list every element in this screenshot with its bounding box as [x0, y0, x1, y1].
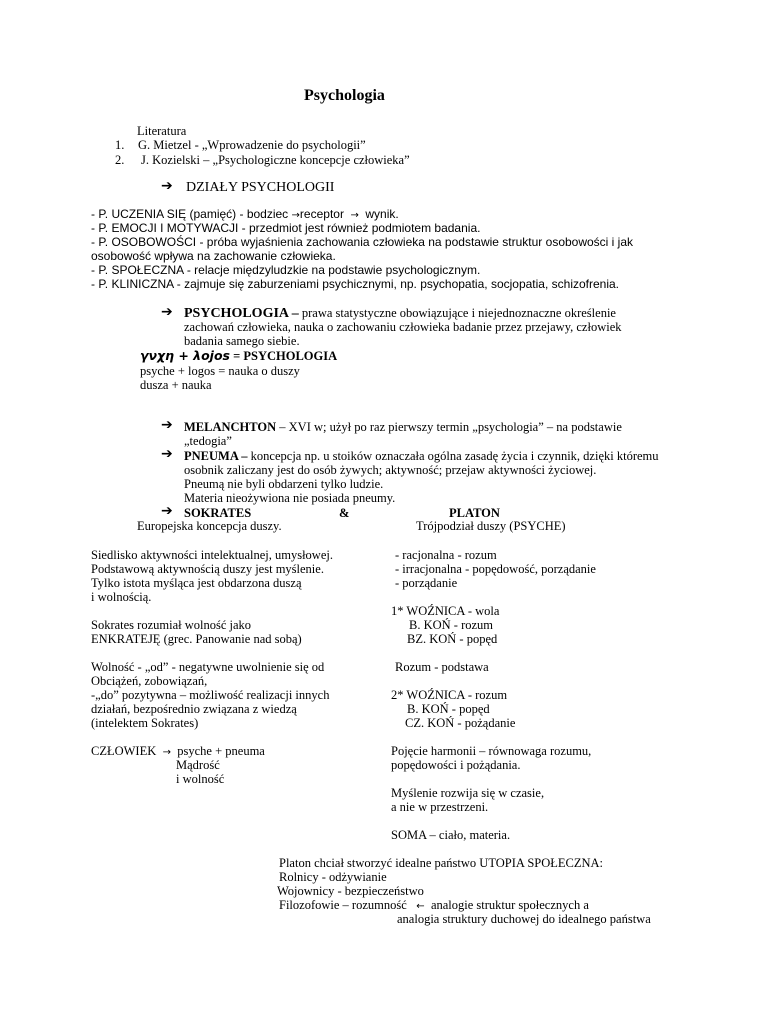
branch-line: - P. SPOŁECZNA - relacje międzyludzkie na podstawie psychologicznym. [91, 263, 481, 277]
right-text-line: 1* WOŹNICA - wola [391, 604, 500, 618]
sokrates-subtitle: Europejska koncepcja duszy. [137, 519, 282, 533]
left-text-line: działań, bezpośrednio związana z wiedzą [91, 702, 297, 716]
literature-item-1: G. Mietzel - „Wprowadzenie do psychologii” [138, 138, 366, 152]
platon-subtitle: Trójpodział duszy (PSYCHE) [416, 519, 566, 533]
branch-line: - P. EMOCJI I MOTYWACJI - przedmiot jest również podmiotem badania. [91, 221, 481, 235]
branch-uczenia-b: receptor [299, 207, 344, 221]
pneuma-line-1 [184, 449, 659, 463]
definition-term: PSYCHOLOGIA – [184, 306, 299, 321]
definition-text-1: prawa statystyczne obowiązujące i niejednoznaczne określenie [301, 306, 616, 320]
definition-line-1 [184, 306, 616, 321]
right-arrow-icon: ➔ [161, 304, 173, 320]
left-text-line: Wolność - „od” - negatywne uwolnienie się od [91, 660, 325, 674]
definition-line-3: badania samego siebie. [184, 334, 300, 348]
pneuma-name: PNEUMA – [184, 449, 248, 463]
melanchton-text: – XVI w; użył po raz pierwszy termin „psychologia” – na podstawie [279, 420, 622, 434]
madrosc-label: Mądrość [176, 758, 220, 772]
utopia-line-3: Wojownicy - bezpieczeństwo [277, 884, 424, 898]
utopia-line-2: Rolnicy - odżywianie [279, 870, 387, 884]
utopia-filozofowie: Filozofowie – rozumność [279, 898, 407, 912]
soma-line: SOMA – ciało, materia. [391, 828, 511, 842]
right-arrow-icon: ➔ [161, 178, 173, 194]
right-text-line: - porządanie [395, 576, 458, 590]
left-arrow-icon: ← [409, 901, 428, 912]
right-arrow-icon: → [159, 747, 175, 758]
etymology-line-1 [140, 349, 337, 363]
ampersand: & [339, 506, 350, 520]
right-text-line: - racjonalna - rozum [395, 548, 497, 562]
literature-item-num-1: 1. [115, 138, 125, 152]
left-text-line: i wolnością. [91, 590, 152, 604]
pneuma-line-4: Materia nieożywiona nie posiada pneumy. [184, 491, 396, 505]
literature-item-num-2: 2. [115, 153, 125, 167]
branch-line: - P. KLINICZNA - zajmuje się zaburzeniami psychicznymi, np. psychopatia, socjopatia, schizofrenia. [91, 277, 620, 291]
rozum-label: Rozum - podstawa [395, 660, 489, 674]
etymology-greek: γνχη + λojos [140, 348, 230, 363]
left-text-line: ENKRATEJĘ (grec. Panowanie nad sobą) [91, 632, 302, 646]
right-text-line: CZ. KOŃ - pożądanie [405, 716, 516, 730]
page-title: Psychologia [304, 87, 385, 104]
branch-uczenia-a: - P. UCZENIA SIĘ (pamięć) - bodziec [91, 207, 289, 221]
czlowiek-label: CZŁOWIEK [91, 744, 157, 758]
literature-heading: Literatura [137, 124, 187, 138]
right-text-line: a nie w przestrzeni. [391, 800, 489, 814]
melanchton-line-2: „tedogia” [184, 434, 232, 448]
branch-line: - P. OSOBOWOŚCI - próba wyjaśnienia zachowania człowieka na podstawie struktur osobowości i jak [91, 235, 634, 249]
right-text-line: popędowości i pożądania. [391, 758, 521, 772]
right-text-line: Myślenie rozwija się w czasie, [391, 786, 545, 800]
right-arrow-icon: ➔ [161, 446, 173, 462]
wolnosc-label: i wolność [176, 772, 225, 786]
utopia-analogie: analogie struktur społecznych a [430, 898, 589, 912]
left-text-line: -„do” pozytywna – możliwość realizacji innych [91, 688, 330, 702]
right-text-line: 2* WOŹNICA - rozum [391, 688, 508, 702]
left-text-line: Siedlisko aktywności intelektualnej, umysłowej. [91, 548, 333, 562]
left-text-line: Sokrates rozumiał wolność jako [91, 618, 252, 632]
etymology-equals: = PSYCHOLOGIA [233, 349, 338, 363]
left-text-line: (intelektem Sokrates) [91, 716, 199, 730]
right-text-line: - irracjonalna - popędowość, porządanie [395, 562, 596, 576]
right-arrow-icon: ➔ [161, 417, 173, 433]
melanchton-name: MELANCHTON [184, 420, 277, 434]
branches-heading: DZIAŁY PSYCHOLOGII [186, 180, 335, 195]
melanchton-line-1 [184, 420, 622, 434]
etymology-line-2: psyche + logos = nauka o duszy [140, 364, 300, 378]
right-text-line: B. KOŃ - rozum [409, 618, 494, 632]
utopia-line-1: Platon chciał stworzyć idealne państwo UTOPIA SPOŁECZNA: [279, 856, 604, 870]
right-arrow-icon: → [347, 210, 363, 221]
left-text-line: Podstawową aktywnością duszy jest myślenie. [91, 562, 324, 576]
left-text-line: Obciążeń, zobowiązań, [91, 674, 208, 688]
pneuma-line-3: Pneumą nie byli obdarzeni tylko ludzie. [184, 477, 384, 491]
branch-uczenia-c: wynik. [365, 207, 399, 221]
czlowiek-rest: psyche + pneuma [177, 744, 265, 758]
etymology-line-3: dusza + nauka [140, 378, 212, 392]
branch-line: osobowość wpływa na zachowanie człowieka. [91, 249, 336, 263]
platon-heading: PLATON [449, 506, 500, 520]
pneuma-line-2: osobnik zaliczany jest do osób żywych; aktywność; przejaw aktywności życiowej. [184, 463, 597, 477]
right-arrow-icon: → [291, 210, 300, 221]
sokrates-heading: SOKRATES [184, 506, 252, 520]
definition-line-2: zachowań człowieka, nauka o zachowaniu człowieka badanie przez przejawy, człowiek [184, 320, 622, 334]
right-arrow-icon: ➔ [161, 503, 173, 519]
left-text-line: Tylko istota myśląca jest obdarzona duszą [91, 576, 302, 590]
literature-item-2: J. Kozielski – „Psychologiczne koncepcje człowieka” [141, 153, 410, 167]
right-text-line: Pojęcie harmonii – równowaga rozumu, [391, 744, 592, 758]
right-text-line: B. KOŃ - popęd [407, 702, 490, 716]
pneuma-text: koncepcja np. u stoików oznaczała ogólna zasadę życia i czynnik, dzięki któremu [250, 449, 659, 463]
right-text-line: BZ. KOŃ - popęd [407, 632, 498, 646]
utopia-line-5: analogia struktury duchowej do idealnego państwa [397, 912, 651, 926]
